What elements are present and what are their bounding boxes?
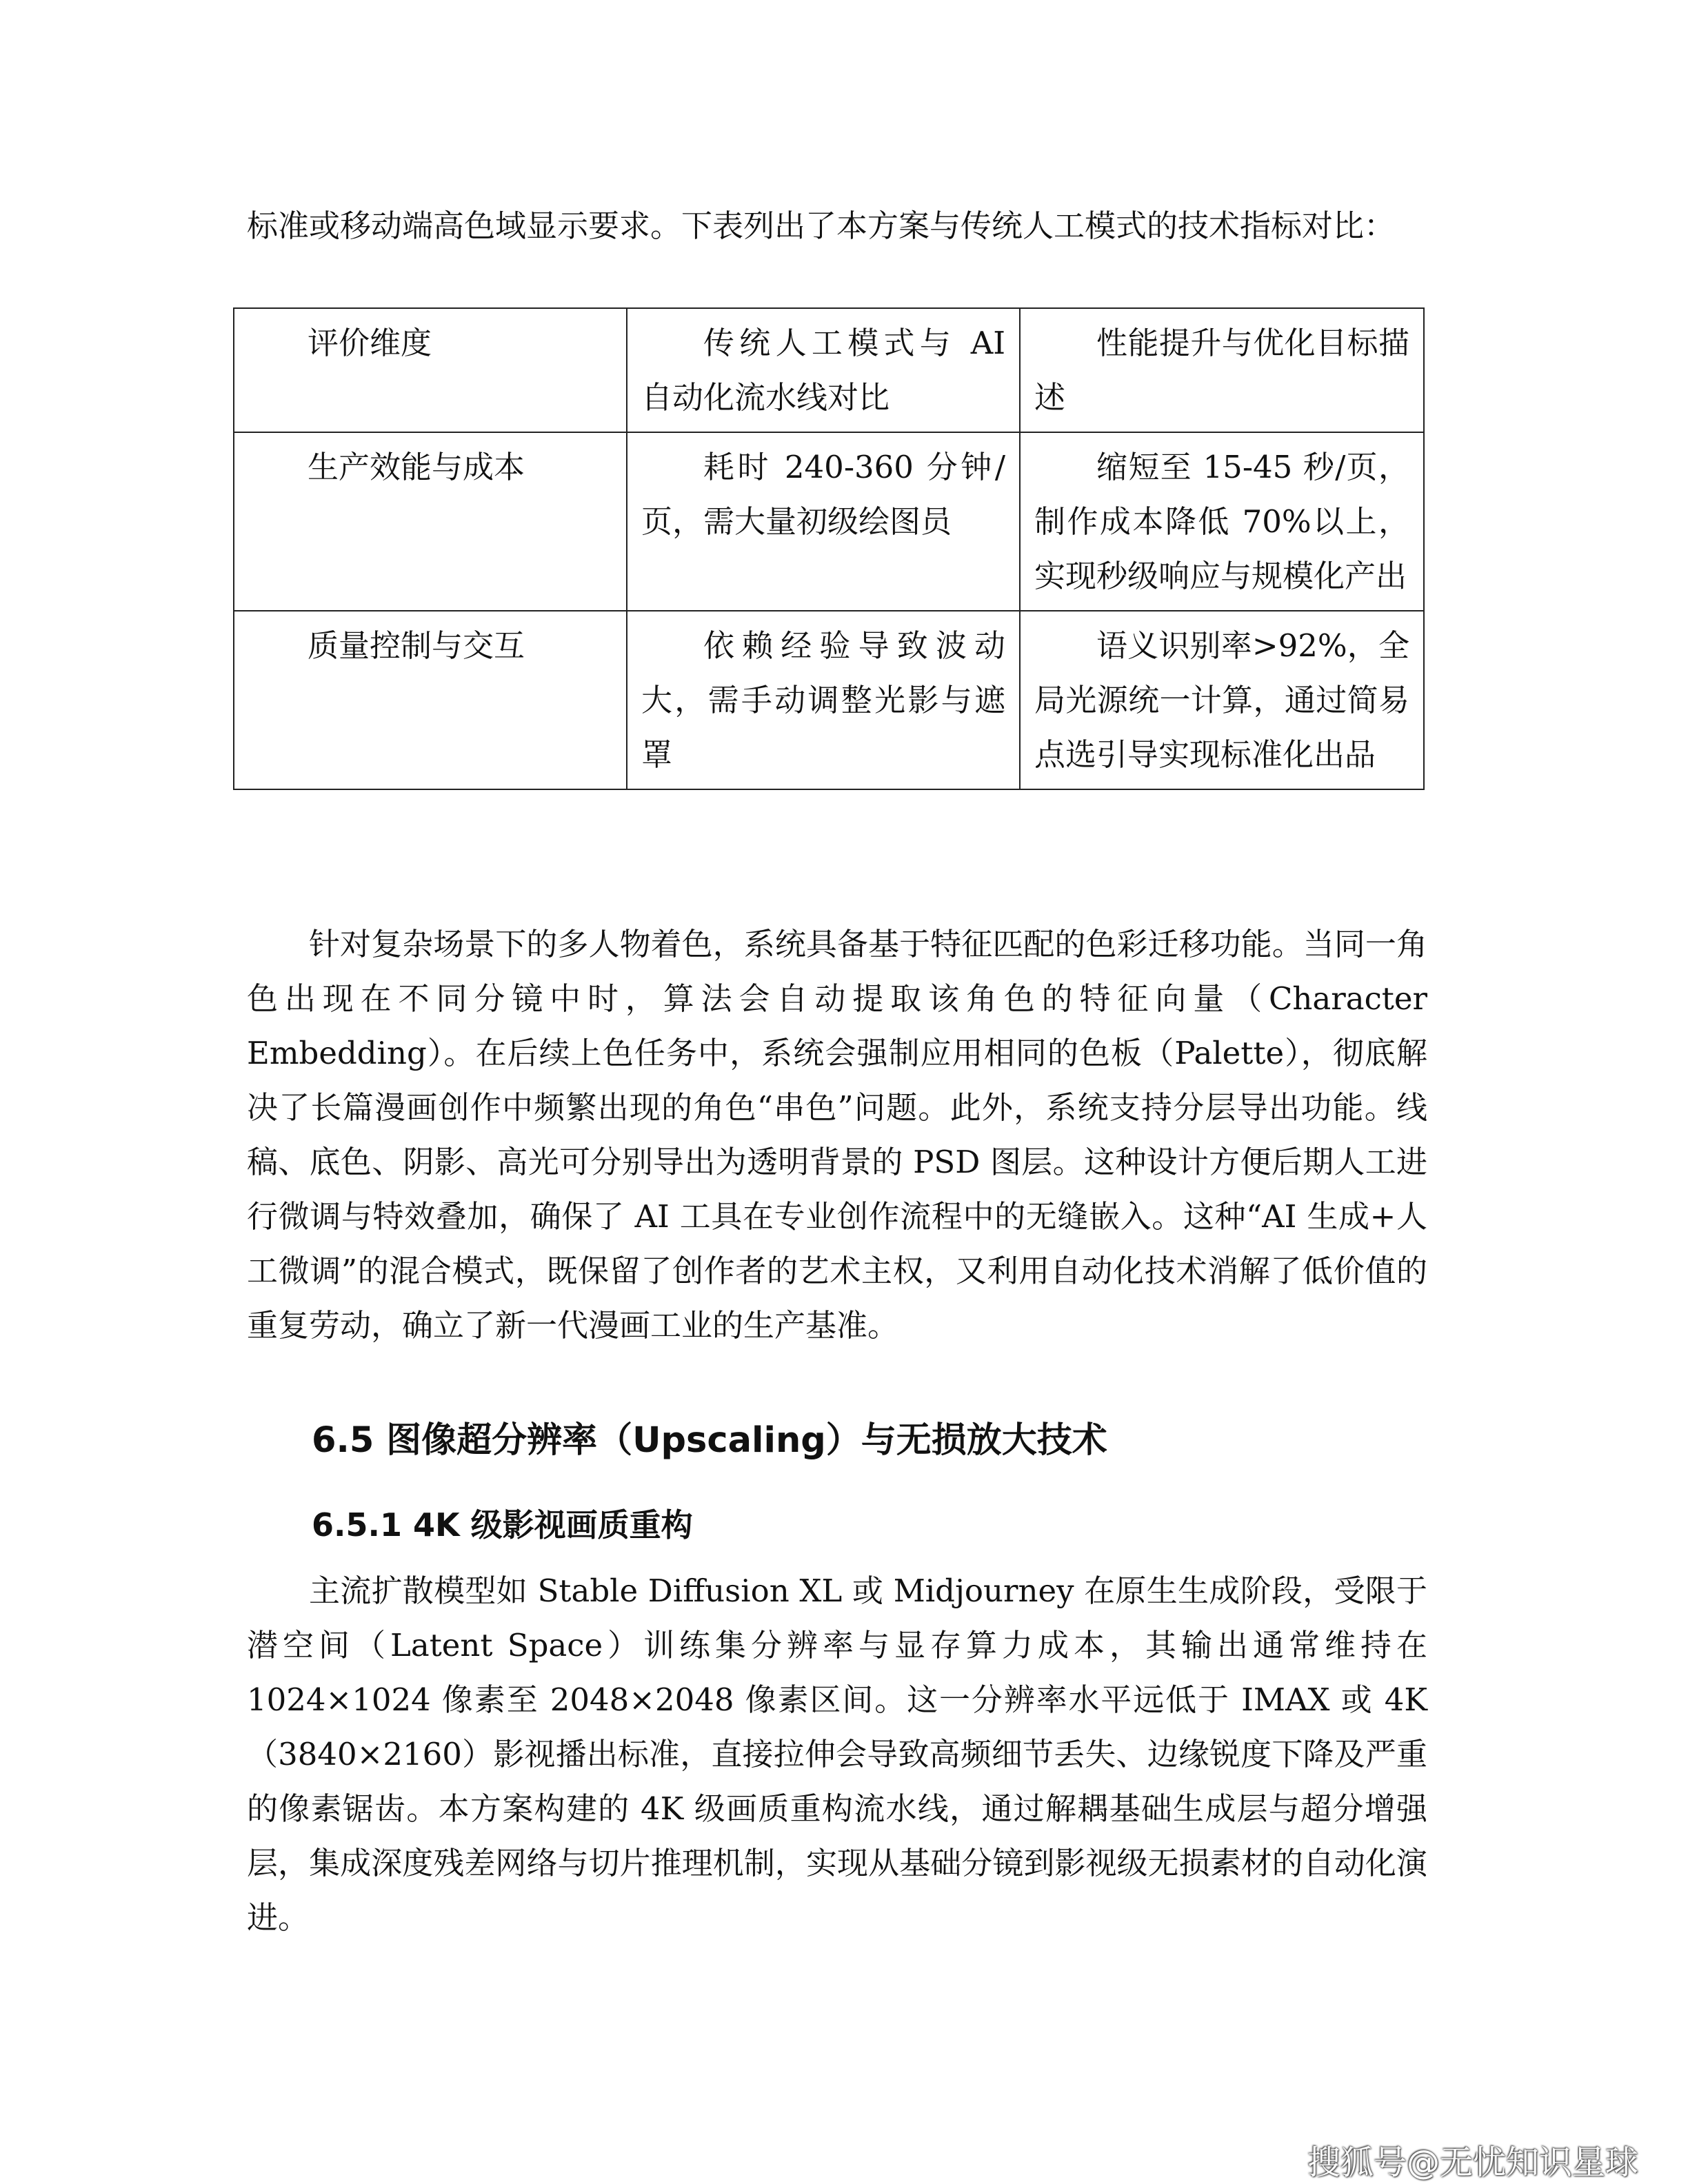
table-row	[234, 611, 1424, 789]
comparison-table	[233, 307, 1425, 790]
intro-paragraph: 标准或移动端高色域显示要求。下表列出了本方案与传统人工模式的技术指标对比：	[247, 208, 1396, 244]
table-header-cell: 性能提升与优化目标描述	[1020, 308, 1424, 432]
body-paragraph-upscaling: 主流扩散模型如 Stable Diffusion XL 或 Midjourney 在原生生成阶段，受限于潜空间（Latent Space）训练集分辨率与显存算力成本，其输出通常维持在 1024×1024 像素至 2048×2048 像素区间。这一分辨率水平远低于 IMAX 或 4K（3840×2160）影视播出标准，直接拉伸会导致高频细节丢失、边缘锐度下降及严重的像素锯齿。本方案构建的 4K 级画质重构流水线，通过解耦基础生成层与超分增强层，集成深度残差网络与切片推理机制，实现从基础分镜到影视级无损素材的自动化演进。	[247, 1573, 1427, 1936]
table-cell: 依赖经验导致波动大，需手动调整光影与遮罩	[627, 611, 1020, 789]
subsection-heading: 6.5.1 4K 级影视画质重构	[312, 1506, 693, 1544]
table-cell: 缩短至 15-45 秒/页，制作成本降低 70%以上，实现秒级响应与规模化产出	[1020, 432, 1424, 611]
watermark-text: 搜狐号@无忧知识星球	[1307, 2143, 1638, 2182]
table-header-cell: 传统人工模式与 AI 自动化流水线对比	[627, 308, 1020, 432]
section-heading: 6.5 图像超分辨率（Upscaling）与无损放大技术	[312, 1420, 1107, 1461]
table-cell: 质量控制与交互	[234, 611, 627, 789]
table-header-cell: 评价维度	[234, 308, 627, 432]
table-cell: 语义识别率>92%，全局光源统一计算，通过简易点选引导实现标准化出品	[1020, 611, 1424, 789]
table-cell: 耗时 240-360 分钟/页，需大量初级绘图员	[627, 432, 1020, 611]
body-paragraph-color-migration: 针对复杂场景下的多人物着色，系统具备基于特征匹配的色彩迁移功能。当同一角色出现在不同分镜中时，算法会自动提取该角色的特征向量（Character Embedding）。在后续上色任务中，系统会强制应用相同的色板（Palette），彻底解决了长篇漫画创作中频繁出现的角色“串色”问题。此外，系统支持分层导出功能。线稿、底色、阴影、高光可分别导出为透明背景的 PSD 图层。这种设计方便后期人工进行微调与特效叠加，确保了 AI 工具在专业创作流程中的无缝嵌入。这种“AI 生成+人工微调”的混合模式，既保留了创作者的艺术主权，又利用自动化技术消解了低价值的重复劳动，确立了新一代漫画工业的生产基准。	[247, 926, 1427, 1344]
table-row	[234, 432, 1424, 611]
table-cell: 生产效能与成本	[234, 432, 627, 611]
table-header-row	[234, 308, 1424, 432]
